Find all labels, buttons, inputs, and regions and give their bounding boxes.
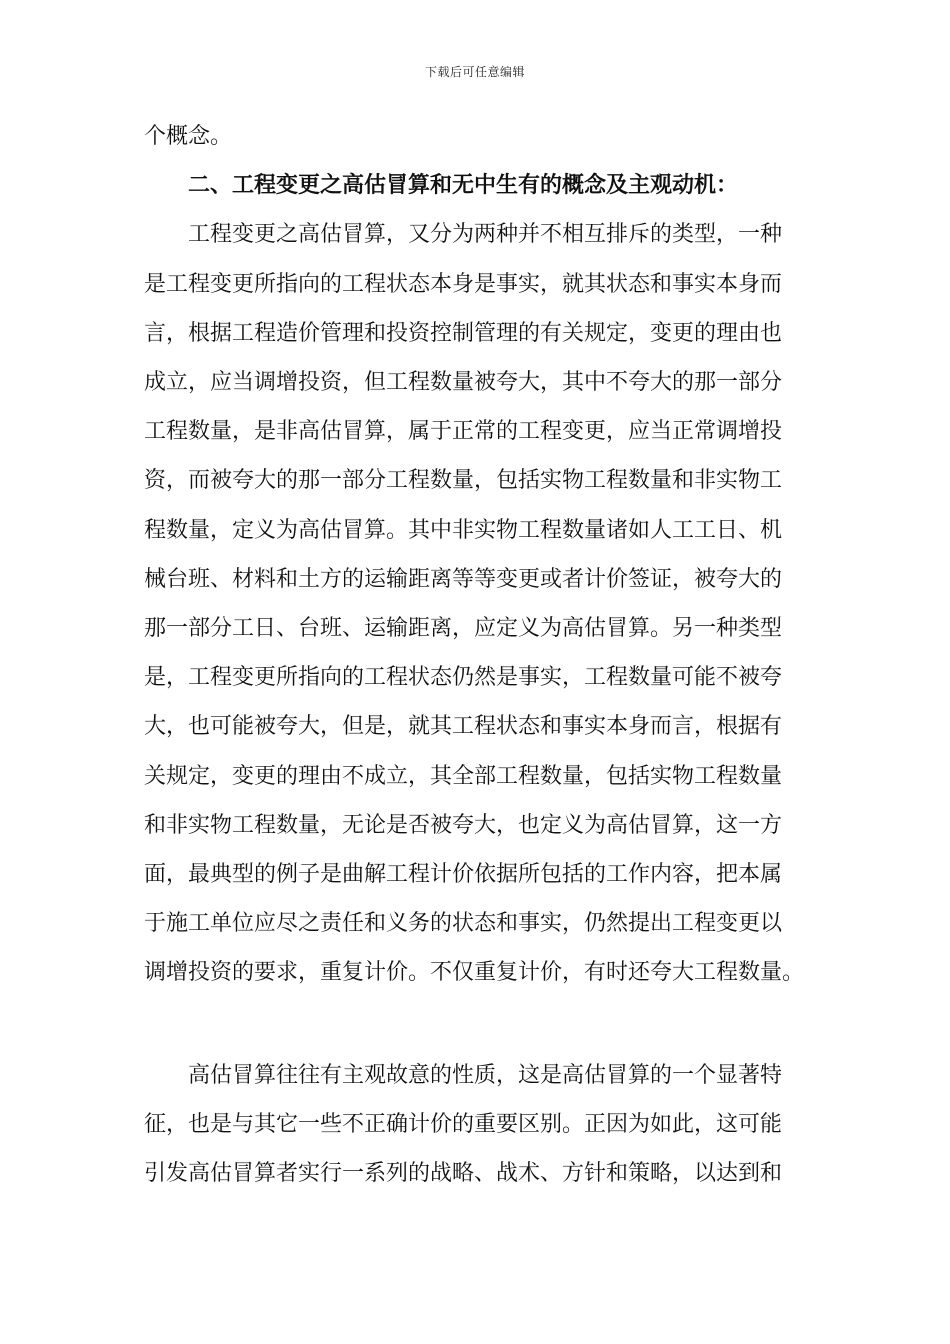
- paragraph-line: 工程变更之高估冒算，又分为两种并不相互排斥的类型，一种: [188, 222, 783, 248]
- paragraph-line: 个概念。: [144, 124, 233, 149]
- paragraph-line: 资，而被夸大的那一部分工程数量，包括实物工程数量和非实物工: [144, 468, 783, 494]
- paragraph-line: 是，工程变更所指向的工程状态仍然是事实，工程数量可能不被夸: [144, 665, 783, 691]
- paragraph-line: 关规定，变更的理由不成立，其全部工程数量，包括实物工程数量: [144, 763, 783, 789]
- paragraph-line: 程数量，定义为高估冒算。其中非实物工程数量诸如人工工日、机: [144, 517, 783, 543]
- paragraph-line: 调增投资的要求，重复计价。不仅重复计价，有时还夸大工程数量。: [144, 960, 804, 986]
- paragraph-line: 工程数量，是非高估冒算，属于正常的工程变更，应当正常调增投: [144, 419, 783, 445]
- paragraph-line: 那一部分工日、台班、运输距离，应定义为高估冒算。另一种类型: [144, 616, 783, 642]
- page-header: 下载后可任意编辑: [424, 65, 525, 79]
- paragraph-line: 大，也可能被夸大，但是，就其工程状态和事实本身而言，根据有: [144, 714, 783, 740]
- section-heading: 二、工程变更之高估冒算和无中生有的概念及主观动机：: [188, 172, 739, 199]
- text-block-secondary: [144, 1051, 804, 1199]
- paragraph-line: 械台班、材料和土方的运输距离等等变更或者计价签证，被夸大的: [144, 566, 783, 592]
- paragraph-line: 征，也是与其它一些不正确计价的重要区别。正因为如此，这可能: [144, 1112, 783, 1138]
- paragraph-line: 引发高估冒算者实行一系列的战略、战术、方针和策略，以达到和: [144, 1161, 783, 1187]
- paragraph-line: 于施工单位应尽之责任和义务的状态和事实，仍然提出工程变更以: [144, 911, 783, 937]
- text-block-main: [144, 112, 804, 998]
- paragraph-line: 高估冒算往往有主观故意的性质，这是高估冒算的一个显著特: [188, 1063, 783, 1088]
- paragraph-line: 面，最典型的例子是曲解工程计价依据所包括的工作内容，把本属: [144, 862, 783, 888]
- paragraph-line: 成立，应当调增投资，但工程数量被夸大，其中不夸大的那一部分: [144, 370, 783, 396]
- paragraph-line: 和非实物工程数量，无论是否被夸大，也定义为高估冒算，这一方: [144, 812, 783, 838]
- paragraph-line: 言，根据工程造价管理和投资控制管理的有关规定，变更的理由也: [144, 320, 783, 346]
- paragraph-line: 是工程变更所指向的工程状态本身是事实，就其状态和事实本身而: [144, 271, 783, 297]
